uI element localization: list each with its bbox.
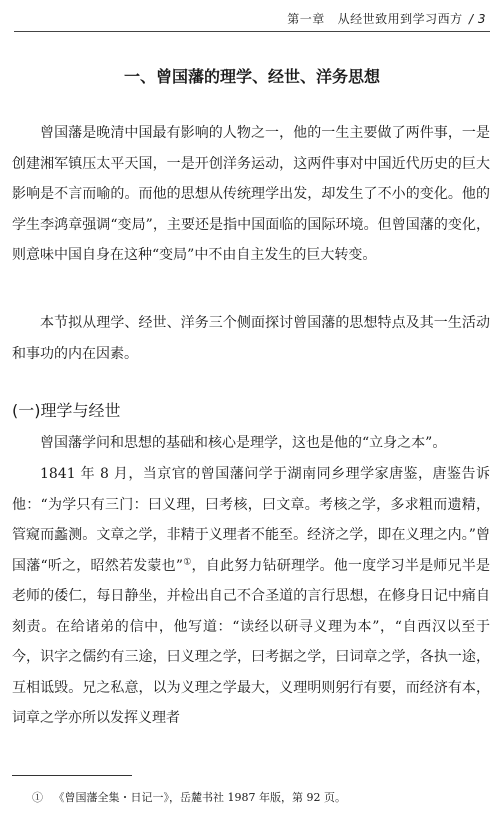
paragraph-4-text-b: ，自此努力钻研理学。他一度学习半是师兄半是老师的倭仁，每日静坐，并检出自己不合圣道的言行思想，在修身日记中痛自刻责。在给诸弟的信中，他写道：“读经以研寻义理为本”，“自西汉以至于今，识字之儒约有三途，曰义理之学，曰考据之学，曰词章之学，各执一途，互相诋毁。兄之私意，以为义理之学最大，义理明则躬行有要，而经济有本，词章之学亦所以发挥义理者 — [12, 557, 490, 726]
footnote-marker: ① — [32, 791, 43, 804]
paragraph-4-text-a: 1841 年 8 月，当京官的曾国藩问学于湖南同乡理学家唐鉴，唐鉴告诉他：“为学只有三门：曰义理，曰考核，曰文章。考核之学，多求粗而遗精，管窥而蠡测。文章之学，非精于义理者不能至。经济之学，即在义理之内。”曾国藩“听之，昭然若发蒙也” — [12, 466, 490, 574]
paragraph-4 — [12, 459, 490, 734]
chapter-number: 第一章 — [287, 12, 325, 26]
section-title: 一、曾国藩的理学、经世、洋务思想 — [123, 67, 380, 86]
paragraph-3: 曾国藩学问和思想的基础和核心是理学，这也是他的“立身之本”。 — [40, 435, 447, 451]
paragraph-2: 本节拟从理学、经世、洋务三个侧面探讨曾国藩的思想特点及其一生活动和事功的内在因素。 — [12, 315, 490, 362]
page-number: / 3 — [469, 12, 486, 26]
subsection-title: (一)理学与经世 — [12, 401, 121, 420]
running-header — [287, 10, 486, 27]
footnote-text: 《曾国藩全集・日记一》，岳麓书社 1987 年版，第 92 页。 — [53, 791, 346, 804]
footnote — [32, 789, 346, 805]
footnote-ref[interactable]: ① — [183, 556, 192, 567]
paragraph-1: 曾国藩是晚清中国最有影响的人物之一，他的一生主要做了两件事，一是创建湘军镇压太平天国，一是开创洋务运动，这两件事对中国近代历史的巨大影响是不言而喻的。而他的思想从传统理学出发，却发生了不小的变化。他的学生李鸿章强调“变局”，主要还是指中国面临的国际环境。但曾国藩的变化，则意味中国自身在这种“变局”中不由自主发生的巨大转变。 — [12, 125, 490, 263]
footnote-rule — [12, 775, 132, 776]
chapter-title: 从经世致用到学习西方 — [337, 12, 463, 26]
header-rule — [14, 31, 490, 32]
